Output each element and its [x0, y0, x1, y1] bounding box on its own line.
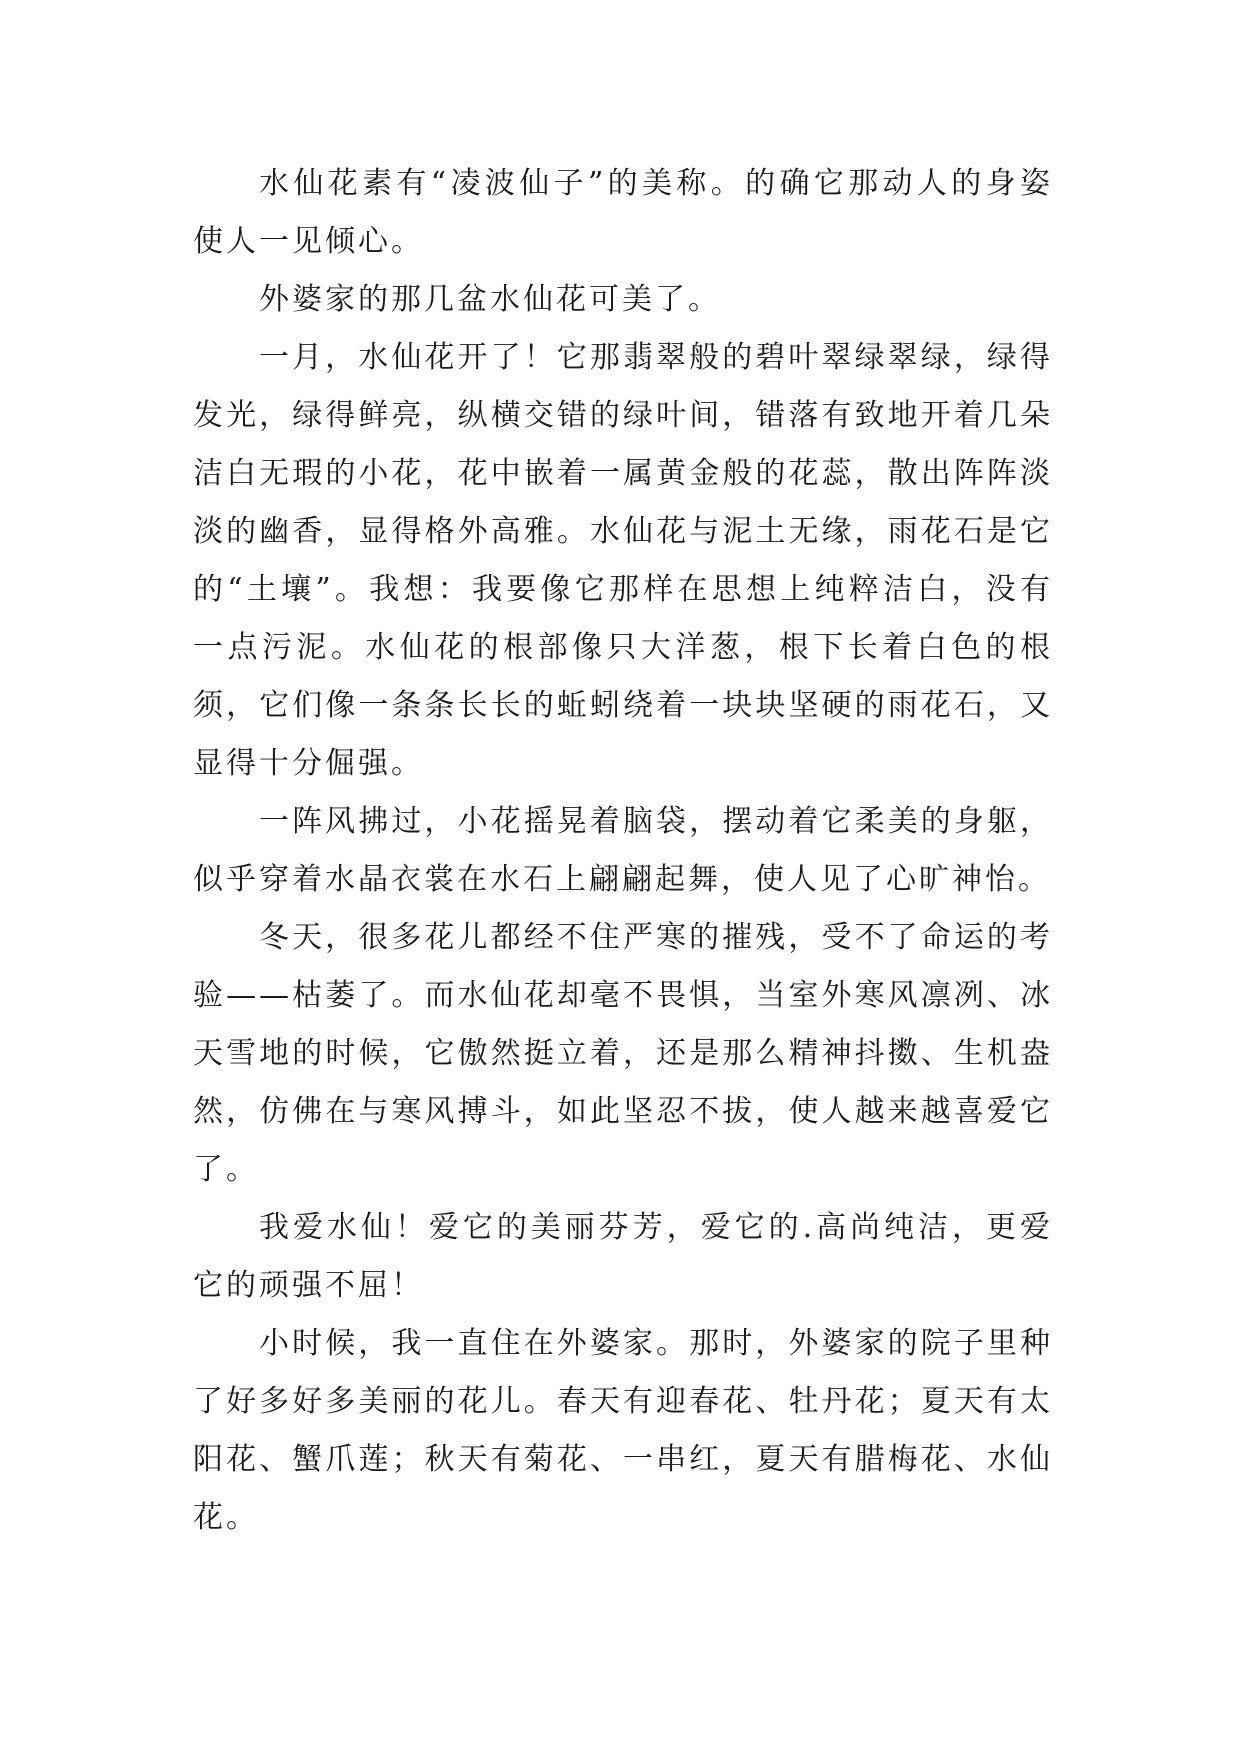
document-body: [193, 155, 1053, 1547]
paragraph-2: 外婆家的那几盆水仙花可美了。: [259, 282, 721, 317]
paragraph-3: 一月，水仙花开了！它那翡翠般的碧叶翠绿翠绿，绿得发光，绿得鲜亮，纵横交错的绿叶间，错落有致地开着几朵洁白无瑕的小花，花中嵌着一属黄金般的花蕊，散出阵阵淡淡的幽香，显得格外高雅。水仙花与泥土无缘，雨花石是它的“土壤”。我想：我要像它那样在思想上纯粹洁白，没有一点污泥。水仙花的根部像只大洋葱，根下长着白色的根须，它们像一条条长长的蚯蚓绕着一块块坚硬的雨花石，又显得十分倔强。: [193, 340, 1053, 781]
paragraph-1: 水仙花素有“凌波仙子”的美称。的确它那动人的身姿使人一见倾心。: [193, 166, 1053, 259]
paragraph-4: 一阵风拂过，小花摇晃着脑袋，摆动着它柔美的身躯，似乎穿着水晶衣裳在水石上翩翩起舞，使人见了心旷神怡。: [193, 804, 1053, 897]
paragraph-5: 冬天，很多花儿都经不住严寒的摧残，受不了命运的考验——枯萎了。而水仙花却毫不畏惧，当室外寒风凛冽、冰天雪地的时候，它傲然挺立着，还是那么精神抖擞、生机盎然，仿佛在与寒风搏斗，如此坚忍不拔，使人越来越喜爱它了。: [193, 920, 1053, 1187]
paragraph-7: 小时候，我一直住在外婆家。那时，外婆家的院子里种了好多好多美丽的花儿。春天有迎春花、牡丹花；夏天有太阳花、蟹爪莲；秋天有菊花、一串红，夏天有腊梅花、水仙花。: [193, 1326, 1053, 1535]
paragraph-6: 我爱水仙！爱它的美丽芬芳，爱它的.高尚纯洁，更爱它的顽强不屈！: [193, 1210, 1053, 1303]
